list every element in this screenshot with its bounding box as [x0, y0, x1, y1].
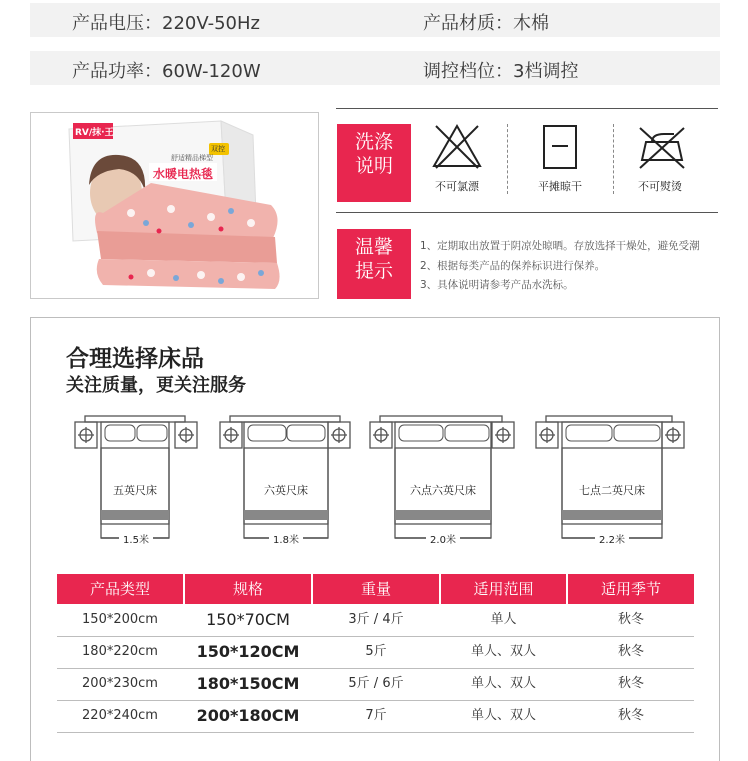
guide-subtitle: 关注质量，更关注服务 — [66, 375, 246, 396]
care-divider-1 — [507, 124, 508, 194]
cell-type: 200*230cm — [82, 676, 158, 691]
cell-type: 220*240cm — [82, 708, 158, 723]
bed-diagram-6-6ft — [370, 416, 514, 538]
care-divider-2 — [613, 124, 614, 194]
product-illustration — [31, 113, 319, 299]
cell-scope: 单人、双人 — [470, 708, 536, 723]
cell-type: 150*200cm — [82, 612, 158, 627]
tips-title: 温馨 提示 — [337, 229, 411, 299]
cell-weight: 7斤 — [365, 708, 387, 723]
cell-weight: 5斤 — [365, 644, 387, 659]
th-spec: 规格 — [185, 574, 311, 604]
care-label-dry-flat: 平摊晾干 — [538, 180, 582, 193]
th-season: 适用季节 — [568, 574, 694, 604]
bed-diagram-7-2ft — [536, 416, 684, 538]
tip-line-1: 1、定期取出放置于阴凉处晾晒。存放选择干燥处，避免受潮 — [420, 240, 700, 252]
dry-flat-icon — [542, 124, 578, 170]
care-label-no-iron: 不可熨烫 — [638, 180, 682, 193]
cell-season: 秋冬 — [617, 676, 644, 691]
no-iron-icon — [634, 124, 688, 170]
cell-scope: 单人、双人 — [470, 676, 536, 691]
cell-weight: 3斤 / 4斤 — [348, 612, 404, 627]
cell-spec: 150*120CM — [196, 642, 300, 661]
bed-label-5ft: 五英尺床 — [113, 484, 157, 497]
spec-material: 产品材质：木棉 — [423, 13, 549, 34]
bed-diagram-6ft — [220, 416, 350, 538]
care-top-rule — [336, 108, 718, 109]
brand-logo: RV/抹·王 — [75, 128, 114, 138]
bed-width-6-6ft: 2.0米 — [426, 531, 460, 546]
product-photo — [30, 112, 319, 299]
box-title: 水暖电热毯 — [153, 167, 214, 181]
th-weight: 重量 — [313, 574, 439, 604]
cell-season: 秋冬 — [617, 708, 644, 723]
cell-scope: 单人 — [490, 612, 517, 627]
bed-diagrams — [0, 400, 748, 550]
cell-scope: 单人、双人 — [470, 644, 536, 659]
cell-type: 180*220cm — [82, 644, 158, 659]
spec-voltage: 产品电压：220V-50Hz — [72, 13, 260, 34]
no-bleach-icon — [430, 122, 484, 172]
box-badge: 双控 — [211, 145, 225, 153]
care-bottom-rule — [336, 212, 718, 213]
bed-label-6-6ft: 六点六英尺床 — [410, 484, 476, 497]
row-divider — [57, 732, 694, 733]
th-scope: 适用范围 — [441, 574, 566, 604]
spec-power: 产品功率：60W-120W — [72, 61, 261, 82]
spec-levels: 调控档位：3档调控 — [423, 61, 579, 82]
bed-width-5ft: 1.5米 — [119, 531, 153, 546]
cell-season: 秋冬 — [617, 644, 644, 659]
bed-label-6ft: 六英尺床 — [264, 484, 308, 497]
tip-line-2: 2、根据每类产品的保养标识进行保养。 — [420, 260, 606, 272]
bed-width-7-2ft: 2.2米 — [595, 531, 629, 546]
tip-line-3: 3、具体说明请参考产品水洗标。 — [420, 279, 574, 291]
cell-spec: 150*70CM — [206, 610, 290, 629]
cell-spec: 200*180CM — [196, 706, 300, 725]
th-type: 产品类型 — [57, 574, 183, 604]
cell-spec: 180*150CM — [196, 674, 300, 693]
care-title: 洗涤 说明 — [337, 124, 411, 202]
bed-width-6ft: 1.8米 — [269, 531, 303, 546]
cell-weight: 5斤 / 6斤 — [348, 676, 404, 691]
guide-title: 合理选择床品 — [66, 346, 204, 372]
cell-season: 秋冬 — [617, 612, 644, 627]
care-label-no-bleach: 不可氯漂 — [435, 180, 479, 193]
bed-diagram-5ft — [75, 416, 197, 538]
bed-label-7-2ft: 七点二英尺床 — [579, 484, 645, 497]
box-subtitle: 舒适精品梯型 — [171, 154, 213, 162]
